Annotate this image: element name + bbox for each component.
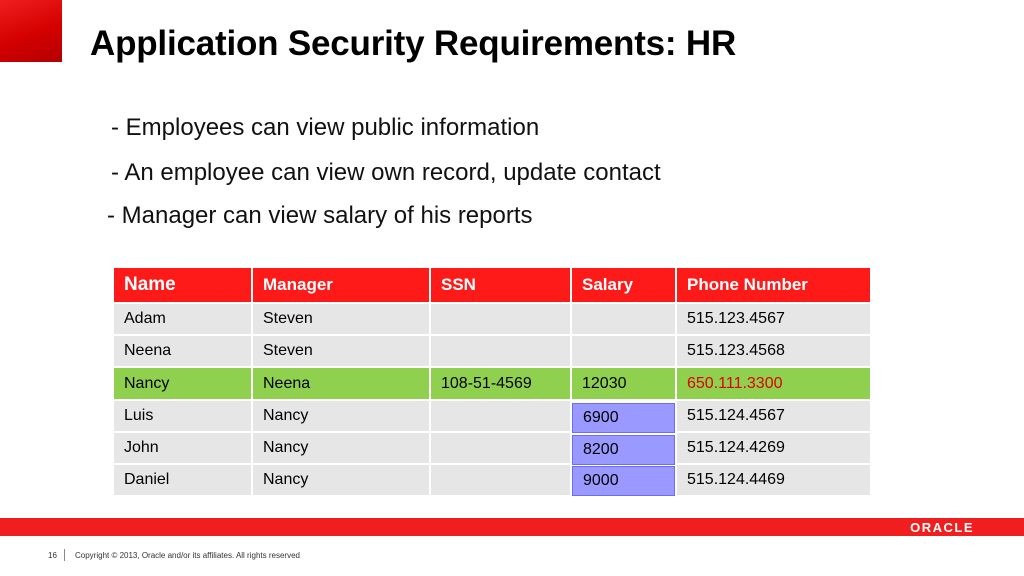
cell-phone: 515.123.4568 — [677, 336, 870, 366]
cell-salary — [572, 304, 675, 334]
cell-name: Luis — [114, 401, 251, 431]
cell-name: John — [114, 433, 251, 463]
cell-manager: Steven — [253, 304, 429, 334]
employee-table — [114, 268, 870, 496]
cell-salary: 6900 — [572, 403, 675, 433]
bullet-3: - Manager can view salary of his reports — [107, 202, 533, 229]
cell-name: Nancy — [114, 368, 251, 399]
cell-phone: 515.124.4469 — [677, 465, 870, 495]
cell-ssn — [431, 465, 570, 495]
cell-salary — [572, 336, 675, 366]
header-manager: Manager — [253, 268, 429, 302]
slide-title: Application Security Requirements: HR — [90, 24, 737, 63]
footer-divider — [64, 549, 65, 561]
cell-manager: Nancy — [253, 433, 429, 463]
cell-phone: 515.124.4567 — [677, 401, 870, 431]
cell-ssn — [431, 433, 570, 463]
bullet-1: - Employees can view public information — [111, 114, 540, 141]
header-name: Name — [114, 268, 251, 302]
footer-bar — [0, 518, 1024, 536]
header-salary: Salary — [572, 268, 675, 302]
bullet-2: - An employee can view own record, update contact — [111, 159, 661, 186]
cell-name: Neena — [114, 336, 251, 366]
cell-manager: Nancy — [253, 465, 429, 495]
cell-ssn: 108-51-4569 — [431, 368, 570, 399]
cell-name: Adam — [114, 304, 251, 334]
cell-manager: Neena — [253, 368, 429, 399]
cell-name: Daniel — [114, 465, 251, 495]
cell-phone: 515.124.4269 — [677, 433, 870, 463]
cell-salary: 12030 — [572, 368, 675, 399]
page-number: 16 — [48, 551, 57, 560]
cell-salary: 9000 — [572, 466, 675, 496]
cell-salary: 8200 — [572, 435, 675, 465]
cell-phone: 515.123.4567 — [677, 304, 870, 334]
cell-phone: 650.111.3300 — [677, 368, 870, 399]
cell-ssn — [431, 336, 570, 366]
copyright-text: Copyright © 2013, Oracle and/or its affiliates. All rights reserved — [75, 551, 300, 560]
corner-accent-block — [0, 0, 62, 62]
cell-ssn — [431, 401, 570, 431]
cell-manager: Steven — [253, 336, 429, 366]
oracle-logo: ORACLE — [910, 520, 974, 535]
header-phone: Phone Number — [677, 268, 870, 302]
cell-ssn — [431, 304, 570, 334]
cell-manager: Nancy — [253, 401, 429, 431]
header-ssn: SSN — [431, 268, 570, 302]
